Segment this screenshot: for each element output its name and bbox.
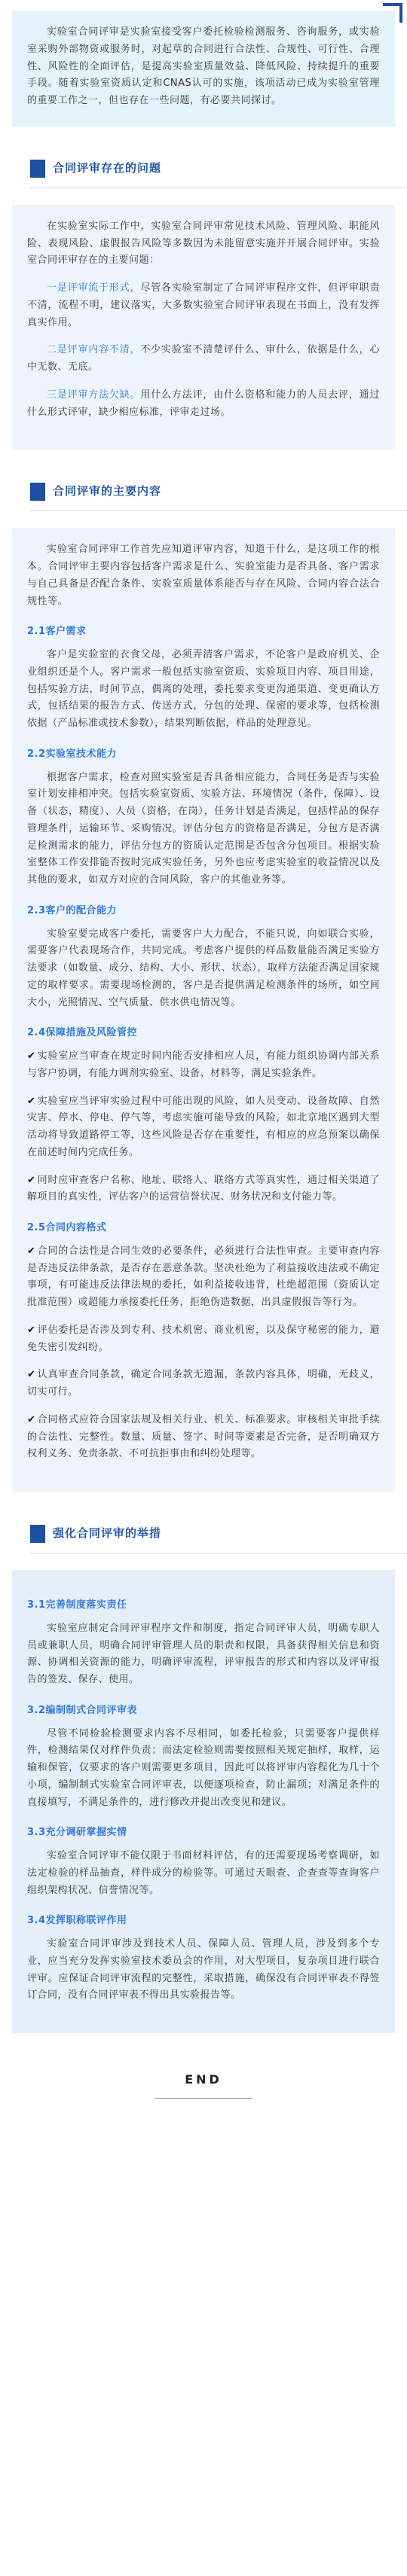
- paragraph: [27, 647, 380, 733]
- problem-text: 尽管各实验室制定了合同评审程序文件，但评审职责不清，流程不明，建议落实，大多数实验室合同评审表现在书面上，没有发挥真实作用。: [27, 282, 380, 328]
- paragraph: [27, 1048, 380, 1083]
- content-intro: 实验室合同评审工作首先应知道评审内容，知道干什么，是这项工作的根本。合同评审主要内容包括客户需求是什么、实验室能力是否具备、客户需求与自己具备是否配合条件、实验室质量体系能否与存在风险、合同内容合法合规性等。: [27, 544, 380, 607]
- paragraph-text: 认真审查合同条款，确定合同条款无遗漏，条款内容具体，明确，无歧义，切实可行。: [27, 1369, 380, 1398]
- paragraph-text: 实验室应当审查在规定时间内能否安排相应人员，有能力组织协调内部关系与客户协调，有能力调剂实验室、设备、材料等，满足实验条件。: [27, 1050, 380, 1079]
- paragraph: [27, 1367, 380, 1401]
- check-icon: ✔: [27, 1050, 36, 1062]
- check-icon: ✔: [27, 1324, 36, 1336]
- section-title: 合同评审存在的问题: [53, 160, 162, 175]
- paragraph-text: 实验室应当评审实验过程中可能出现的风险，如人员变动、设备故障、自然灾害、停水、停电、停气等，考虑实施可能导致的风险，如北京地区遇到大型活动将导致道路停工等，这些风险是否存在重要性，有相应的应急预案以确保在前述时间内完成任务。: [27, 1095, 380, 1158]
- subsection-title: 2.1客户需求: [27, 626, 87, 638]
- problem-text: 不少实验室不清楚评什么、审什么，依据是什么，心中无数、无底。: [27, 344, 380, 373]
- intro-box: [12, 11, 395, 127]
- paragraph-text: 合同格式应符合国家法规及相关行业、机关、标准要求。审核相关审批手续的合法性、完整性。数量、质量、签字、时间等要素是否完备，是否明确双方权利义务、免责条款、不可抗拒事由和纠纷处理等。: [27, 1413, 380, 1460]
- paragraph-text: 尽管不同检验检测要求内容不尽相同，如委托检验，只需要客户提供样件，检测结果仅对样件负责；而法定检验则需要按照相关规定抽样，取样，运输和保管，仅要求的客户则需要更多项目，因此可以将评审内容程化为几十个小项，编制制式实验室合同评审表，以便逐项检查，防止漏项；对满足条件的直接填写，不满足条件的，进行修改并提出改变见和建议。: [27, 1727, 380, 1808]
- paragraph: [27, 1412, 380, 1463]
- paragraph-text: 实验室要完成客户委托，需要客户大力配合，不能只说，向如联合实验，需要客户代表现场合作，共同完成。考虑客户提供的样品数量能否满足实验方法要求（如数量、成分、结构、大小、形状、状态），取样方法能否满足国家规定的取样要求。需要现场检测的，客户是否提供满足检测条件的场所，如空间大小，光照情况、空气质量、供水供电情况等。: [27, 928, 380, 1008]
- check-icon: ✔: [27, 1095, 36, 1107]
- subsection-title: 2.5合同内容格式: [27, 1222, 107, 1233]
- section-content: [0, 511, 407, 1492]
- section-problems: [0, 188, 407, 450]
- subsection-title: 3.3充分调研掌握实情: [27, 1827, 127, 1839]
- problem-text: 用什么方法评，由什么资格和能力的人员去评，通过什么形式评审，缺少相应标准，评审走过场。: [27, 389, 380, 418]
- intro-section: [0, 0, 407, 127]
- section-title: 强化合同评审的举措: [53, 1526, 162, 1540]
- measures-box: [12, 1570, 395, 2033]
- subsection-title: 2.3客户的配合能力: [27, 904, 118, 916]
- paragraph: [27, 1322, 380, 1357]
- content-box: [12, 528, 395, 1492]
- check-icon: ✔: [27, 1413, 36, 1425]
- paragraph: [27, 1093, 380, 1162]
- paragraph-text: 实验室合同评审涉及到技术人员、保障人员、管理人员，涉及到多个专业，应当充分发挥实验室技术委员会的作用，对大型项目，复杂项目进行联合评审。应保证合同评审流程的完整性，采取措施，确保没有合同评审表不得签订合同，没有合同评审表不得出具实验报告等。: [27, 1938, 380, 2001]
- subsection-title: 3.1完善制度落实责任: [27, 1599, 127, 1611]
- paragraph: [27, 1172, 380, 1207]
- section-heading-problems: [0, 149, 407, 188]
- problem-item: [27, 342, 380, 376]
- heading-marker: [30, 160, 45, 178]
- problem-lead: 二是评审内容不清，: [47, 344, 141, 356]
- end-marker: [0, 2069, 407, 2136]
- paragraph: [27, 926, 380, 1012]
- problem-lead: 三是评审方法欠缺。: [47, 389, 141, 401]
- end-rule: [155, 2098, 252, 2099]
- check-icon: ✔: [27, 1369, 36, 1381]
- heading-marker: [30, 1525, 45, 1543]
- paragraph-text: 实验室应制定合同评审程序文件和制度，指定合同评审人员，明确专职人员或兼职人员，明确合同评审管理人员的职责和权限，具备获得相关信息和资源、协调相关资源的能力，明确评审流程，评审报告的形式和内容以及评审报告的签发、保存、使用。: [27, 1622, 380, 1685]
- corner-decoration: [383, 3, 402, 23]
- problem-item: [27, 387, 380, 422]
- paragraph: [27, 1243, 380, 1312]
- paragraph: [27, 770, 380, 889]
- section-heading-content: [0, 472, 407, 511]
- problem-lead: 一是评审流于形式，: [47, 282, 141, 294]
- paragraph-text: 客户是实验室的衣食父母，必须弄清客户需求，不论客户是政府机关、企业组织还是个人。客户需求一般包括实验室资质、实验项目内容、项目用途，包括实验方法，时间节点，偶离的处理，委托要求变更沟通渠道、变更确认方式，包括结果的报告方式、传送方式，分包的处理、保密的要求等，包括检测依据（产品标准或技术参数），结果判断依据，样品的处理意见。: [27, 649, 380, 729]
- problems-box: [12, 205, 395, 450]
- paragraph-text: 根据客户需求，检查对照实验室是否具备相应能力，合同任务是否与实验室计划安排相冲突。包括实验室资质、实验方法、环境情况（条件，保障）、设备（状态，精度）、人员（资格，在岗），任务计划是否满足，包括样品的保存管理条件，运输环节、采购情况。评估分包方的资格是否满足，分包方是否满足检测需求的能力，评估分包方的资质认定范围是否包含分包项目。根据实验室整体工作安排能否按时完成实验任务，另外也应考虑实验室的收益情况以及其他的要求，如双方对应的合同风险，客户的其他业务等。: [27, 771, 380, 886]
- subsection-title: 3.4发挥职称联评作用: [27, 1915, 127, 1927]
- paragraph-text: 合同的合法性是合同生效的必要条件，必须进行合法性审查。主要审查内容是否违反法律条款，是否存在恶意条款。坚决杜绝为了利益接收违法或不确定事项，有可能违反法律法规的委托，如利益接收违背，杜绝超范围（资质认定批准范围）或超能力承接委托任务，拒绝伪造数据，出具虚假报告等行为。: [27, 1245, 380, 1308]
- intro-text: 实验室合同评审是实验室接受客户委托检验检测服务、咨询服务，或实验室采购外部物资或服务时，对起草的合同进行合法性、合规性、可行性、合理性、风险性的全面评估，是提高实验室质量效益、降低风险、持续提升的重要手段。随着实验室资质认定和CNAS认可的实施，该项活动已成为实验室管理的重要工作之一，但也存在一些问题，有必要共同探讨。: [27, 26, 380, 106]
- check-icon: ✔: [27, 1174, 36, 1186]
- paragraph-text: 评估委托是否涉及到专利、技术机密、商业机密，以及保守秘密的能力，避免失密引发纠纷。: [27, 1324, 380, 1353]
- check-icon: ✔: [27, 1245, 36, 1257]
- subsection-title: 3.2编制制式合同评审表: [27, 1704, 138, 1716]
- section-measures: [0, 1553, 407, 2033]
- heading-marker: [30, 483, 45, 501]
- section-title: 合同评审的主要内容: [53, 484, 162, 498]
- subsection-title: 2.4保障措施及风险管控: [27, 1027, 138, 1039]
- section-heading-measures: [0, 1514, 407, 1553]
- paragraph-text: 同时应审查客户名称、地址、联络人、联络方式等真实性，通过相关渠道了解项目的真实性，评估客户的运营信誉状况、财务状况和支付能力等。: [27, 1174, 380, 1203]
- problem-item: [27, 280, 380, 331]
- problems-intro: 在实验室实际工作中，实验室合同评审常见技术风险、管理风险、职能风险、表现风险、虚假报告风险等多数因为未能留意实施并开展合同评审。实验室合同评审存在的主要问题：: [27, 220, 380, 267]
- end-label: END: [185, 2072, 222, 2087]
- subsection-title: 2.2实验室技术能力: [27, 748, 118, 760]
- paragraph-text: 实验室合同评审不能仅限于书面材料评估，有的还需要现场考察调研，如法定检验的样品抽查，样件成分的检验等。可通过天眼查、企查查等查询客户组织架构状况、信誉情况等。: [27, 1850, 380, 1896]
